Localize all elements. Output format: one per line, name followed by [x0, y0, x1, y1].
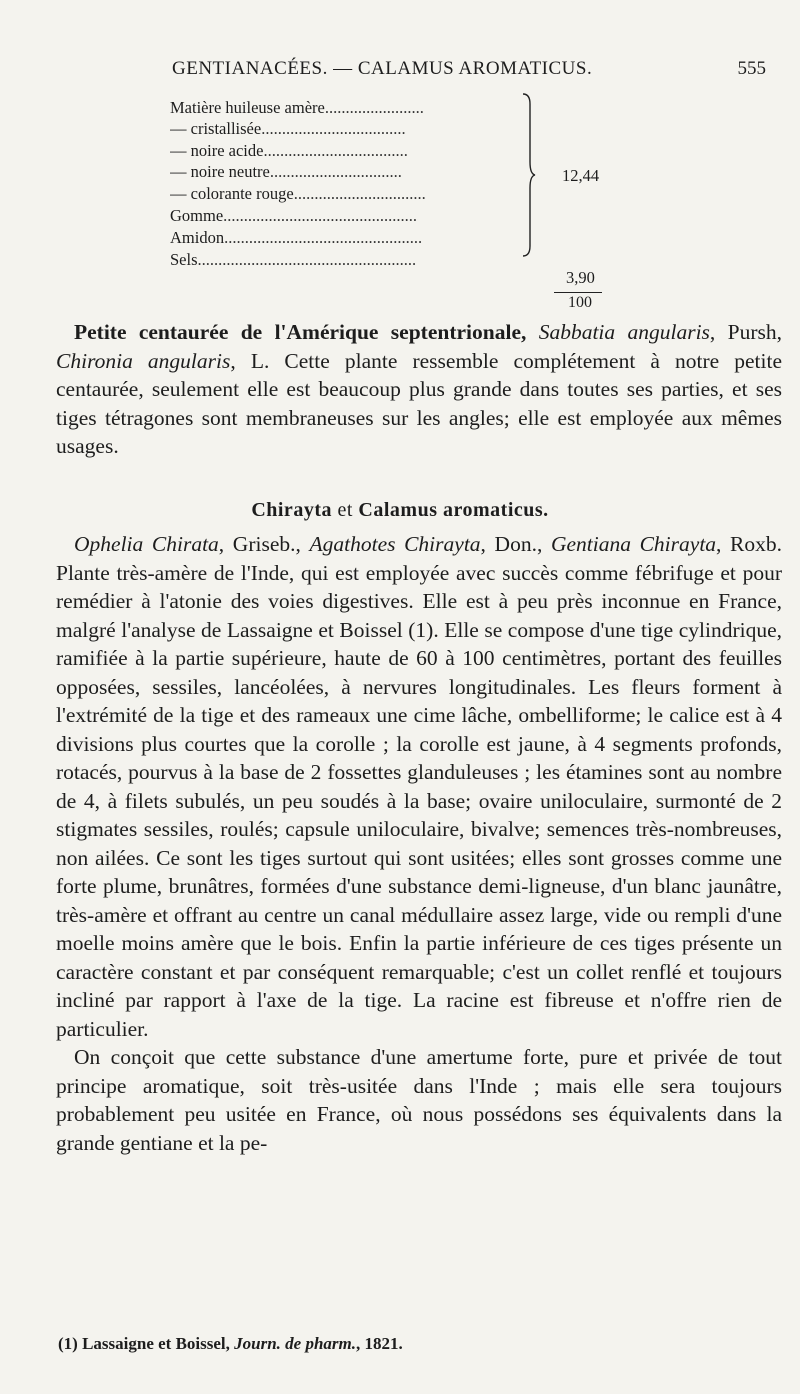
paragraph-chirayta	[56, 530, 782, 1157]
total-rule	[554, 292, 602, 293]
leader-dots: ...................................	[263, 141, 408, 160]
paragraph-sabbatia	[56, 318, 782, 461]
table-row	[170, 183, 550, 204]
row-label: — colorante rouge	[170, 184, 294, 203]
table-row	[170, 118, 550, 139]
paragraph-text: , Roxb. Plante très-amère de l'Inde, qui est employée avec succès comme fébrifuge et pour remédier à l'atonie des voies digestives. Elle est à peu près inconnue en France, malgré l'analyse de Lassaigne et Boissel (1). Elle se compose d'une tige cylindrique, ramifiée à la partie supérieure, haute de 60 à 100 centimètres, portant des feuilles opposées, sessiles, lancéolées, à nervures longitudinales. Les fleurs forment à l'extrémité de la tige et des rameaux une cime lâche, ombelliforme; le calice est à 4 divisions plus courtes que la corolle ; la corolle est jaune, à 4 segments profonds, rotacés, pourvus à la base de 2 fossettes glanduleuses ; les étamines sont au nombre de 4, à filets subulés, un peu soudés à la base; ovaire uniloculaire, surmonté de 2 stigmates sessiles, roulés; capsule uniloculaire, bivalve; semences très-nombreuses, non ailées. Ce sont les tiges surtout qui sont usitées; elles sont grosses comme une forte plume, brunâtres, formées d'une substance demi-ligneuse, d'un blanc jaunâtre, très-amère et offrant au centre un canal médullaire assez large, vide ou rempli d'une moelle moins amère que le bois. Enfin la partie inférieure de ces tiges présente un caractère constant et par conséquent remarquable; c'est un collet renflé et toujours incliné par rapport à l'axe de la tige. La racine est fibreuse et n'offre rien de particulier.	[56, 532, 783, 1041]
authority: , Don.,	[480, 532, 551, 556]
total-value: 100	[568, 294, 592, 311]
table-row	[170, 161, 550, 182]
leader-dots: ...................................	[261, 119, 406, 138]
row-label: — noire acide	[170, 141, 264, 160]
table-row	[170, 227, 550, 248]
section-heading	[0, 499, 800, 522]
footnote-journal: Journ. de pharm.	[234, 1334, 357, 1353]
leader-dots: ................................	[269, 162, 402, 181]
row-label: Amidon	[170, 228, 225, 247]
right-curly-brace	[522, 92, 536, 258]
authority: , Griseb.,	[218, 532, 310, 556]
row-label: — noire neutre	[170, 162, 270, 181]
row-label: Sels	[170, 250, 198, 269]
section-heading-part: Calamus aromaticus.	[358, 499, 549, 521]
scientific-name: Agathotes Chirayta	[309, 532, 481, 556]
row-label: Matière huileuse amère	[170, 98, 325, 117]
scientific-name: Gentiana Chirayta	[550, 532, 717, 556]
scientific-name: Ophelia Chirata	[74, 532, 219, 556]
row-label: — cristallisée	[170, 119, 262, 138]
section-heading-connector: et	[331, 499, 359, 521]
footnote	[58, 1334, 403, 1354]
scientific-name: Chironia angularis	[56, 348, 231, 373]
leader-dots: ................................	[293, 184, 426, 203]
running-title: GENTIANACÉES. — CALAMUS AROMATICUS.	[172, 58, 593, 79]
paragraph-heading: Petite centaurée de l'Amérique septentrionale,	[74, 320, 527, 344]
page-number: 555	[737, 58, 766, 79]
paragraph-text: , L. Cette plante ressemble complétement à notre petite centaurée, seulement elle est beaucoup plus grande dans toutes ses parties, et ses tiges tétragones sont membraneuses sur les angles; elle est employée aux mêmes usages.	[56, 348, 782, 458]
table-row	[170, 205, 550, 226]
row-label: Gomme	[170, 206, 224, 225]
running-head	[0, 58, 800, 82]
authority: , Pursh,	[709, 320, 782, 344]
table-row	[170, 140, 550, 161]
leader-dots: ........................	[324, 98, 424, 117]
paragraph-conclusion: On conçoit que cette substance d'une amertume forte, pure et privée de tout principe aromatique, soit très-usitée dans l'Inde ; mais elle sera toujours probablement peu usitée en France, où nous possédons ses équivalents dans la grande gentiane et la pe-	[56, 1045, 782, 1155]
scientific-name: Sabbatia angularis	[538, 320, 710, 344]
merged-value: 12,44	[562, 166, 600, 185]
leader-dots: ...............................................	[223, 206, 418, 225]
table-row	[170, 249, 550, 270]
footnote-text: (1) Lassaigne et Boissel,	[58, 1334, 235, 1353]
table-row	[170, 97, 550, 118]
leader-dots: ................................................	[224, 228, 423, 247]
section-heading-part: Chirayta	[251, 499, 332, 521]
sels-value: 3,90	[566, 268, 595, 287]
footnote-year: , 1821.	[356, 1334, 403, 1353]
leader-dots: .....................................................	[197, 250, 417, 269]
